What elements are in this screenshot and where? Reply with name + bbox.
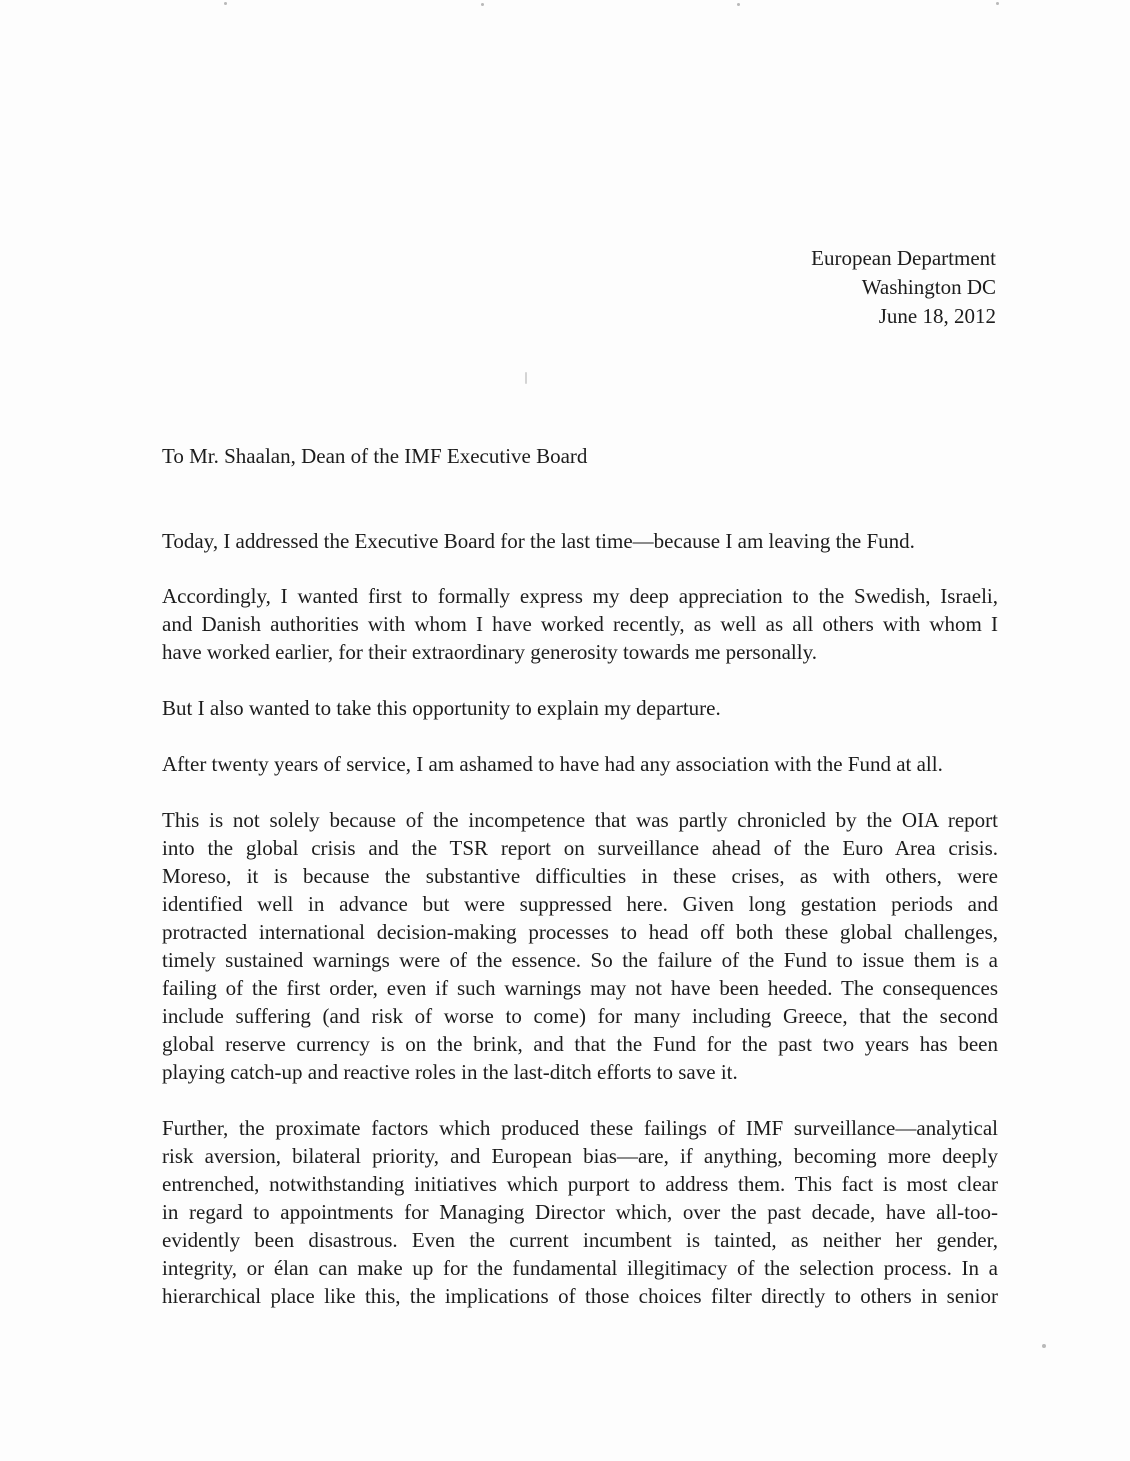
paragraph-6 xyxy=(162,1114,998,1310)
scan-speck xyxy=(525,372,527,384)
paragraph-2 xyxy=(162,582,998,666)
text-line: have worked earlier, for their extraordinary generosity towards me personally. xyxy=(162,640,817,664)
text-line: This is not solely because of the incompetence that was partly chronicled by the OIA report xyxy=(162,808,998,832)
paragraph-5 xyxy=(162,806,998,1086)
text-line: hierarchical place like this, the implications of those choices filter directly to others in senior xyxy=(162,1284,998,1308)
text-line: include suffering (and risk of worse to come) for many including Greece, that the second xyxy=(162,1004,998,1028)
scan-speck xyxy=(996,2,999,5)
text-line: risk aversion, bilateral priority, and European bias—are, if anything, becoming more deeply xyxy=(162,1144,998,1168)
letter-date: June 18, 2012 xyxy=(878,304,996,328)
paragraph-text xyxy=(162,527,998,555)
scan-speck xyxy=(224,2,227,5)
text-line: entrenched, notwithstanding initiatives which purport to address them. This fact is most clear xyxy=(162,1172,998,1196)
text-line: After twenty years of service, I am ashamed to have had any association with the Fund at all. xyxy=(162,752,943,776)
text-line: in regard to appointments for Managing Director which, over the past decade, have all-too- xyxy=(162,1200,998,1224)
sender-city: Washington DC xyxy=(861,275,996,299)
scan-speck xyxy=(737,3,740,6)
text-line: global reserve currency is on the brink, and that the Fund for the past two years has been xyxy=(162,1032,998,1056)
paragraph-text xyxy=(162,806,998,1086)
text-line: integrity, or élan can make up for the fundamental illegitimacy of the selection process. In a xyxy=(162,1256,998,1280)
salutation: To Mr. Shaalan, Dean of the IMF Executive Board xyxy=(162,444,588,468)
paragraph-text xyxy=(162,1114,998,1310)
text-line: identified well in advance but were suppressed here. Given long gestation periods and xyxy=(162,892,998,916)
text-line: protracted international decision-making processes to head off both these global challenges, xyxy=(162,920,998,944)
text-line: Today, I addressed the Executive Board for the last time—because I am leaving the Fund. xyxy=(162,529,915,553)
text-line: But I also wanted to take this opportunity to explain my departure. xyxy=(162,696,721,720)
paragraph-1 xyxy=(162,527,998,555)
text-line: timely sustained warnings were of the essence. So the failure of the Fund to issue them is a xyxy=(162,948,998,972)
scan-speck xyxy=(481,3,484,6)
paragraph-text xyxy=(162,694,998,722)
text-line: failing of the first order, even if such warnings may not have been heeded. The consequences xyxy=(162,976,998,1000)
scan-speck xyxy=(1042,1344,1046,1348)
text-line: Further, the proximate factors which produced these failings of IMF surveillance—analytical xyxy=(162,1116,998,1140)
text-line: and Danish authorities with whom I have worked recently, as well as all others with whom I xyxy=(162,612,998,636)
text-line: playing catch-up and reactive roles in the last-ditch efforts to save it. xyxy=(162,1060,738,1084)
paragraph-text xyxy=(162,582,998,666)
text-line: Accordingly, I wanted first to formally express my deep appreciation to the Swedish, Israeli, xyxy=(162,584,998,608)
text-line: into the global crisis and the TSR report on surveillance ahead of the Euro Area crisis. xyxy=(162,836,998,860)
paragraph-text xyxy=(162,750,998,778)
text-line: evidently been disastrous. Even the current incumbent is tainted, as neither her gender, xyxy=(162,1228,998,1252)
paragraph-4 xyxy=(162,750,998,778)
paragraph-3 xyxy=(162,694,998,722)
sender-address-block xyxy=(811,244,996,331)
sender-department: European Department xyxy=(811,246,996,270)
text-line: Moreso, it is because the substantive difficulties in these crises, as with others, were xyxy=(162,864,998,888)
